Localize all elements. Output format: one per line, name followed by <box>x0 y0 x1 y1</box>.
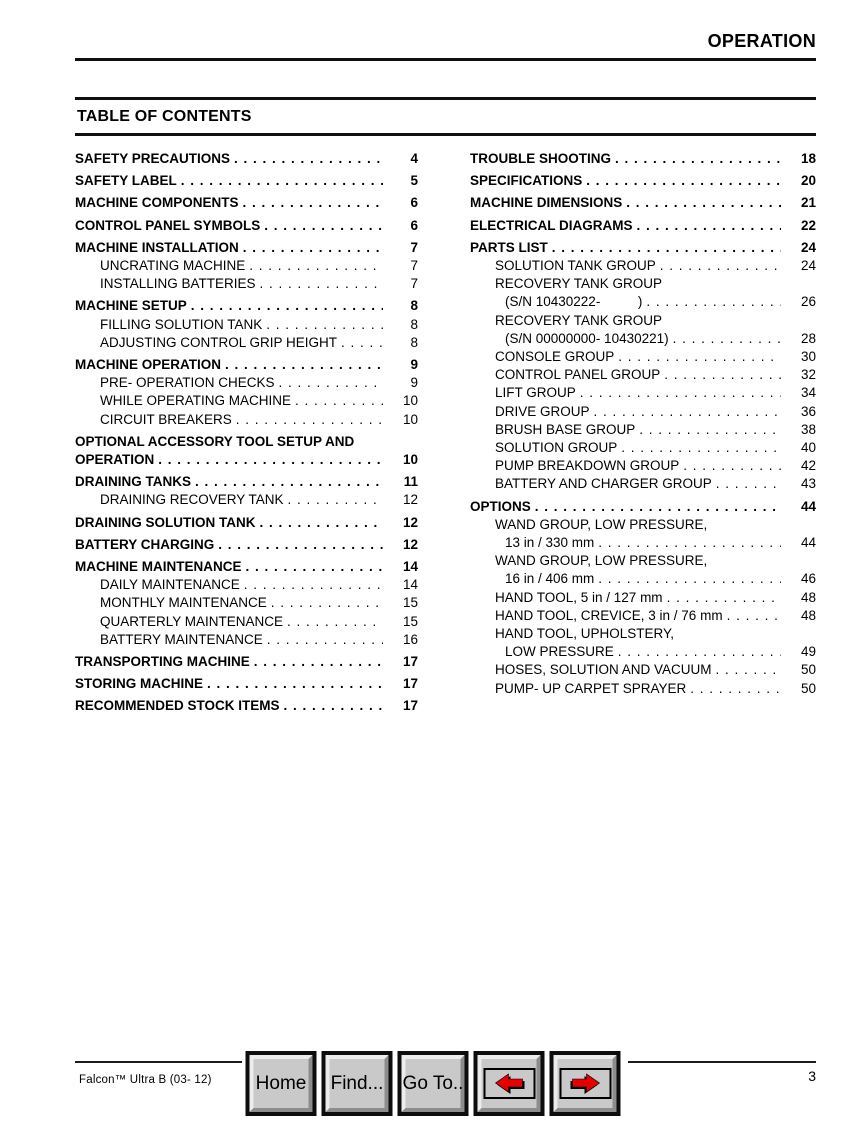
toc-entry-page: 32 <box>800 367 816 383</box>
toc-entry-label: PRE- OPERATION CHECKS <box>100 375 275 391</box>
toc-entry-label: PUMP- UP CARPET SPRAYER <box>495 680 687 696</box>
toc-entry-label: WAND GROUP, LOW PRESSURE, <box>495 553 708 569</box>
toc-dot-leader <box>664 366 781 384</box>
find-button-face <box>326 1055 389 1112</box>
toc-dot-leader <box>594 403 781 421</box>
toc-dot-leader <box>243 239 383 257</box>
toc-entry[interactable] <box>75 150 418 168</box>
toc-entry-label: RECOVERY TANK GROUP <box>495 276 663 292</box>
toc-entry[interactable] <box>470 607 816 625</box>
footer-rule-left <box>75 1061 242 1063</box>
toc-entry[interactable] <box>75 356 418 374</box>
toc-dot-leader <box>191 297 383 315</box>
toc-dot-leader <box>690 680 781 698</box>
toc-entry-page: 14 <box>402 577 418 593</box>
toc-entry[interactable] <box>75 257 418 275</box>
footer-brand: Falcon™ Ultra B (03- 12) <box>79 1074 212 1086</box>
toc-entry[interactable] <box>75 558 418 576</box>
toc-entry[interactable] <box>75 631 418 649</box>
toc-dot-leader <box>615 150 781 168</box>
toc-entry[interactable] <box>75 697 418 715</box>
toc-dot-leader <box>637 217 781 235</box>
toc-entry-page: 10 <box>402 411 418 427</box>
toc-dot-leader <box>195 473 383 491</box>
toc-entry[interactable] <box>470 217 816 235</box>
toc-entry-label: LIFT GROUP <box>495 385 576 401</box>
toc-dot-leader <box>667 589 781 607</box>
toc-entry-label: (S/N 00000000- 10430221) <box>505 330 669 346</box>
toc-entry-label: FILLING SOLUTION TANK <box>100 316 263 332</box>
toc-entry-page: 50 <box>800 662 816 678</box>
toc-column-right <box>470 150 816 716</box>
toc-entry-page: 12 <box>402 536 418 552</box>
toc-entry-label: DRIVE GROUP <box>495 403 590 419</box>
toc-entry-page: 50 <box>800 680 816 696</box>
toc-entry-page: 48 <box>800 589 816 605</box>
toc-entry-page: 9 <box>410 375 418 391</box>
toc-entry-page: 11 <box>403 474 418 490</box>
toc-dot-leader <box>535 498 781 516</box>
toc-dot-leader <box>246 558 384 576</box>
section-rule-bottom <box>75 133 816 136</box>
toc-entry-page: 17 <box>402 698 418 714</box>
toc-dot-leader <box>244 576 383 594</box>
toc-entry-label: DRAINING TANKS <box>75 474 191 490</box>
next-page-button-face <box>554 1055 617 1112</box>
toc-entry[interactable] <box>470 293 816 311</box>
toc-entry-page: 24 <box>800 258 816 274</box>
toc-entry-page: 48 <box>800 607 816 623</box>
toc-entry-page: 6 <box>410 195 418 211</box>
toc-entry-label: SAFETY LABEL <box>75 173 177 189</box>
toc-entry-page: 15 <box>402 613 418 629</box>
toc-dot-leader <box>218 536 383 554</box>
toc-entry-page: 8 <box>410 334 418 350</box>
toc-entry-page: 10 <box>402 452 418 468</box>
toc-dot-leader <box>288 491 383 509</box>
home-button[interactable] <box>246 1051 317 1116</box>
toc-entry-page: 40 <box>800 440 816 456</box>
toc-entry-page: 44 <box>800 498 816 514</box>
toc-entry-page: 24 <box>800 239 816 255</box>
toc-entry-label: ELECTRICAL DIAGRAMS <box>470 217 633 233</box>
toc-entry-page: 38 <box>800 421 816 437</box>
toc-entry-label: QUARTERLY MAINTENANCE <box>100 613 284 629</box>
toc-dot-leader <box>586 172 781 190</box>
toc-entry-label: MACHINE MAINTENANCE <box>75 559 242 575</box>
toc-entry-label: SOLUTION GROUP <box>495 440 618 456</box>
toc-entry-page: 17 <box>402 676 418 692</box>
toc-entry[interactable] <box>470 534 816 552</box>
toc-dot-leader <box>260 514 384 532</box>
toc-entry-label: WHILE OPERATING MACHINE <box>100 393 292 409</box>
toc-entry[interactable] <box>470 498 816 516</box>
toc-entry[interactable] <box>75 172 418 190</box>
toc-entry-page: 44 <box>800 535 816 551</box>
toc-entry[interactable] <box>75 613 418 631</box>
toc-dot-leader <box>236 411 383 429</box>
toc-entry-label: CIRCUIT BREAKERS <box>100 411 232 427</box>
toc-dot-leader <box>260 275 383 293</box>
toc-entry[interactable] <box>470 680 816 698</box>
toc-entry-label: BATTERY MAINTENANCE <box>100 631 263 647</box>
toc-entry[interactable] <box>75 514 418 532</box>
toc-entry-page: 26 <box>800 294 816 310</box>
toc-entry-label: RECOMMENDED STOCK ITEMS <box>75 698 280 714</box>
toc-column-left <box>75 150 418 716</box>
toc-entry[interactable] <box>470 312 816 330</box>
toc-entry-label: STORING MACHINE <box>75 676 204 692</box>
toc-entry-page: 18 <box>800 151 816 166</box>
toc-entry-label: ADJUSTING CONTROL GRIP HEIGHT <box>100 334 338 350</box>
toc-entry-page: 4 <box>410 151 418 166</box>
toc-entry[interactable] <box>75 374 418 392</box>
section-title: TABLE OF CONTENTS <box>77 108 252 125</box>
toc-entry-label: MACHINE OPERATION <box>75 357 222 373</box>
toc-entry-label: DRAINING SOLUTION TANK <box>75 514 256 530</box>
toc-entry-label: PUMP BREAKDOWN GROUP <box>495 458 680 474</box>
toc-entry-label: OPERATION <box>75 452 155 468</box>
toc-entry[interactable] <box>470 150 816 168</box>
page-number: 3 <box>808 1068 816 1084</box>
toc-entry[interactable] <box>470 516 816 534</box>
toc-entry-label: UNCRATING MACHINE <box>100 258 246 274</box>
toc-entry[interactable] <box>470 366 816 384</box>
toc-entry-page: 42 <box>800 458 816 474</box>
toc-entry-label: HAND TOOL, 5 in / 127 mm <box>495 589 663 605</box>
toc-entry-label: CONSOLE GROUP <box>495 349 615 365</box>
forward-arrow-icon <box>569 1073 601 1095</box>
toc-dot-leader <box>552 239 781 257</box>
toc-entry-label: BRUSH BASE GROUP <box>495 421 636 437</box>
toc-entry[interactable] <box>75 217 418 235</box>
toc-dot-leader <box>618 643 781 661</box>
toc-entry-page: 30 <box>800 349 816 365</box>
toc-dot-leader <box>266 316 383 334</box>
toc-dot-leader <box>284 697 383 715</box>
toc-dot-leader <box>341 334 383 352</box>
toc-entry-label: LOW PRESSURE <box>505 644 614 660</box>
toc-entry-page: 8 <box>410 298 418 314</box>
toc-entry-page: 21 <box>800 195 816 211</box>
toc-dot-leader <box>673 330 781 348</box>
toc-dot-leader <box>207 675 383 693</box>
home-button-label: Home <box>255 1072 307 1094</box>
toc-entry-label: HAND TOOL, UPHOLSTERY, <box>495 626 675 642</box>
previous-page-button-face <box>478 1055 541 1112</box>
forward-arrow-frame <box>559 1068 611 1099</box>
toc-dot-leader <box>295 392 383 410</box>
toc-entry-page: 10 <box>402 393 418 409</box>
toc-entry-label: OPTIONAL ACCESSORY TOOL SETUP AND <box>75 433 355 449</box>
toc-entry-label: INSTALLING BATTERIES <box>100 276 256 292</box>
toc-entry[interactable] <box>470 643 816 661</box>
toc-entry[interactable] <box>470 570 816 588</box>
toc-dot-leader <box>727 607 781 625</box>
page-title: OPERATION <box>707 31 816 51</box>
toc-entry[interactable] <box>75 473 418 491</box>
toc-entry[interactable] <box>470 257 816 275</box>
toc-entry-label: CONTROL PANEL GROUP <box>495 367 661 383</box>
toc-entry[interactable] <box>470 330 816 348</box>
toc-entry[interactable] <box>470 384 816 402</box>
goto-button[interactable] <box>398 1051 469 1116</box>
toc-entry-label: DRAINING RECOVERY TANK <box>100 492 284 508</box>
toc-dot-leader <box>683 457 781 475</box>
toc-entry-page: 9 <box>410 357 418 373</box>
toc-entry-page: 8 <box>410 316 418 332</box>
toc-dot-leader <box>181 172 383 190</box>
toc-dot-leader <box>660 257 781 275</box>
toc-entry[interactable] <box>470 661 816 679</box>
previous-page-button[interactable] <box>474 1051 545 1116</box>
toc-dot-leader <box>225 356 383 374</box>
toc-entry-label: MACHINE SETUP <box>75 298 187 314</box>
toc-dot-leader <box>580 384 781 402</box>
toc-entry-page: 43 <box>800 476 816 492</box>
toc-entry-page: 49 <box>800 644 816 660</box>
toc-entry-label: MACHINE DIMENSIONS <box>470 195 623 211</box>
toc-header <box>75 97 816 136</box>
toc-entry[interactable] <box>75 316 418 334</box>
toc-entry[interactable] <box>470 589 816 607</box>
back-arrow-icon <box>493 1073 525 1095</box>
toc-entry[interactable] <box>470 194 816 212</box>
toc-entry[interactable] <box>470 403 816 421</box>
page-content <box>75 0 816 716</box>
toc-dot-leader <box>716 475 781 493</box>
toc-entry[interactable] <box>75 392 418 410</box>
toc-entry-page: 12 <box>402 514 418 530</box>
toc-entry-page: 28 <box>800 330 816 346</box>
toc-entry-page: 34 <box>800 385 816 401</box>
toc-dot-leader <box>279 374 383 392</box>
toc-dot-leader <box>639 421 781 439</box>
toc-dot-leader <box>267 631 383 649</box>
back-arrow-frame <box>483 1068 535 1099</box>
toc-entry-label: RECOVERY TANK GROUP <box>495 312 663 328</box>
toc-entry[interactable] <box>75 491 418 509</box>
toc-entry-label: TRANSPORTING MACHINE <box>75 654 250 670</box>
toc-entry-label: BATTERY AND CHARGER GROUP <box>495 476 712 492</box>
toc-entry[interactable] <box>75 194 418 212</box>
toc-entry[interactable] <box>470 475 816 493</box>
toc-entry-label: MACHINE INSTALLATION <box>75 239 239 255</box>
find-button-label: Find... <box>330 1072 384 1094</box>
goto-button-label: Go To.. <box>402 1072 464 1094</box>
toc-entry-page: 7 <box>410 239 418 255</box>
toc-dot-leader <box>626 194 781 212</box>
goto-button-face <box>402 1055 465 1112</box>
toc-entry[interactable] <box>75 411 418 429</box>
toc-entry-label: OPTIONS <box>470 498 531 514</box>
toc-entry[interactable] <box>470 239 816 257</box>
toc-entry-label: DAILY MAINTENANCE <box>100 577 240 593</box>
toc-entry-label: (S/N 10430222- ) <box>505 294 643 310</box>
toc-entry[interactable] <box>75 239 418 257</box>
toc-dot-leader <box>234 150 383 168</box>
toc-entry-page: 6 <box>410 217 418 233</box>
toc-entry-page: 20 <box>800 173 816 189</box>
toc-entry[interactable] <box>75 594 418 612</box>
pdf-nav-toolbar <box>246 1051 621 1116</box>
toc-entry[interactable] <box>75 275 418 293</box>
toc-entry-label: SPECIFICATIONS <box>470 173 583 189</box>
toc-dot-leader <box>271 594 383 612</box>
toc-entry-label: MACHINE COMPONENTS <box>75 195 239 211</box>
toc-entry-label: BATTERY CHARGING <box>75 536 215 552</box>
toc-entry[interactable] <box>75 653 418 671</box>
toc-entry-page: 46 <box>800 571 816 587</box>
header-rule <box>75 58 816 61</box>
toc-entry-page: 12 <box>402 492 418 508</box>
toc-dot-leader <box>249 257 383 275</box>
toc-entry[interactable] <box>470 552 816 570</box>
toc-dot-leader <box>598 534 781 552</box>
toc-entry-label: WAND GROUP, LOW PRESSURE, <box>495 516 708 532</box>
toc-entry-label: SAFETY PRECAUTIONS <box>75 151 231 166</box>
toc-columns <box>75 150 816 716</box>
toc-entry[interactable] <box>75 675 418 693</box>
toc-entry-page: 14 <box>402 559 418 575</box>
home-button-face <box>250 1055 313 1112</box>
toc-entry-page: 17 <box>402 654 418 670</box>
toc-dot-leader <box>598 570 781 588</box>
toc-entry[interactable] <box>470 421 816 439</box>
toc-dot-leader <box>243 194 383 212</box>
toc-entry-label: 13 in / 330 mm <box>505 535 595 551</box>
toc-dot-leader <box>264 217 383 235</box>
toc-dot-leader <box>254 653 383 671</box>
toc-entry-page: 36 <box>800 403 816 419</box>
toc-entry-page: 7 <box>410 276 418 292</box>
next-page-button[interactable] <box>550 1051 621 1116</box>
toc-dot-leader <box>716 661 781 679</box>
toc-entry[interactable] <box>75 433 418 451</box>
toc-entry[interactable] <box>470 439 816 457</box>
toc-entry-label: TROUBLE SHOOTING <box>470 151 611 166</box>
toc-entry[interactable] <box>470 348 816 366</box>
toc-entry[interactable] <box>470 172 816 190</box>
toc-dot-leader <box>646 293 781 311</box>
find-button[interactable] <box>322 1051 393 1116</box>
toc-entry-label: HOSES, SOLUTION AND VACUUM <box>495 662 712 678</box>
toc-entry-page: 5 <box>410 173 418 189</box>
toc-entry-page: 22 <box>800 217 816 233</box>
toc-entry[interactable] <box>470 457 816 475</box>
toc-entry[interactable] <box>75 451 418 469</box>
toc-entry-page: 15 <box>402 595 418 611</box>
toc-entry-label: HAND TOOL, CREVICE, 3 in / 76 mm <box>495 607 723 623</box>
toc-dot-leader <box>158 451 383 469</box>
toc-entry[interactable] <box>470 275 816 293</box>
toc-dot-leader <box>287 613 383 631</box>
toc-entry[interactable] <box>470 625 816 643</box>
toc-dot-leader <box>621 439 781 457</box>
toc-entry[interactable] <box>75 334 418 352</box>
toc-dot-leader <box>618 348 781 366</box>
toc-entry-label: SOLUTION TANK GROUP <box>495 258 656 274</box>
toc-entry-label: PARTS LIST <box>470 239 548 255</box>
toc-entry-label: MONTHLY MAINTENANCE <box>100 595 267 611</box>
toc-entry[interactable] <box>75 536 418 554</box>
toc-entry-page: 16 <box>402 631 418 647</box>
toc-entry[interactable] <box>75 576 418 594</box>
toc-entry-label: CONTROL PANEL SYMBOLS <box>75 217 261 233</box>
toc-entry[interactable] <box>75 297 418 315</box>
footer-rule-right <box>628 1061 816 1063</box>
toc-entry-label: 16 in / 406 mm <box>505 571 595 587</box>
toc-entry-page: 7 <box>410 258 418 274</box>
